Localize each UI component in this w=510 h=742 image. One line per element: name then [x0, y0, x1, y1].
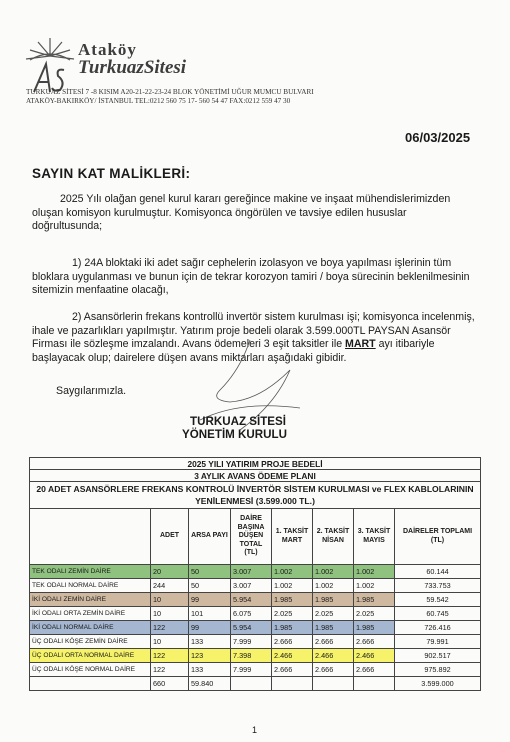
table-row [30, 635, 481, 649]
totals-row [30, 677, 481, 691]
table-cell: 2.025 [272, 607, 313, 621]
table-cell: 7.999 [231, 663, 272, 677]
table-cell: 975.892 [395, 663, 481, 677]
table-cell [231, 677, 272, 691]
paragraph-intro: 2025 Yılı olağan genel kurul kararı gereğince makine ve inşaat mühendislerimizden oluşan komisyon kurulmuştur. Komisyonca öngörülen ve tavsiye edilen hususlar doğrultusunda; [32, 193, 451, 233]
table-cell: 1.002 [272, 565, 313, 579]
table-cell: 10 [151, 607, 189, 621]
table-cell: 660 [151, 677, 189, 691]
table-cell: ÜÇ ODALI KÖŞE ZEMİN DAİRE [30, 635, 151, 649]
column-header: 3. TAKSİT MAYIS [354, 509, 395, 565]
paragraph-item-1: 1) 24A bloktaki iki adet sağır cephelerin izolasyon ve boya yapılması işlerinin tüm bloklara uygulanması ve bunun için de tekrar korozyon tamiri / boya sürecinin beklenilmesinin sitemizin menfaatine olacağı, [32, 257, 470, 297]
table-cell: 2.466 [313, 649, 354, 663]
paragraph-item-2: 2) Asansörlerin frekans kontrollü invertör sistem kurulması işi; komisyonca incelenmiş, ihale ve pazarlıkları yapılmıştır. Yatırım proje bedeli olarak 3.599.000TL PAYSAN Asansör Firması ile sözleşme imzalandı. Avans ödemeleri 3 eşit taksitler ile MART ayı itibariyle başlayacak olup; dairelere düşen avans miktarları aşağıdaki gibidir. [32, 311, 475, 364]
table-cell: 101 [189, 607, 231, 621]
table-cell: 2.466 [354, 649, 395, 663]
signature-line1: TURKUAZ SİTESİ [190, 415, 286, 428]
table-cell: TEK ODALI ZEMİN DAİRE [30, 565, 151, 579]
table-cell: İKİ ODALI NORMAL DAİRE [30, 621, 151, 635]
table-cell: 20 [151, 565, 189, 579]
column-header: DAİRELER TOPLAMI (TL) [395, 509, 481, 565]
table-cell: 122 [151, 621, 189, 635]
column-header: 1. TAKSİT MART [272, 509, 313, 565]
table-row [30, 621, 481, 635]
table-cell [313, 677, 354, 691]
table-cell: 1.002 [354, 579, 395, 593]
table-title-1: 2025 YILI YATIRIM PROJE BEDELİ [30, 458, 481, 470]
table-title-3: 20 ADET ASANSÖRLERE FREKANS KONTROLÜ İNVERTÖR SİSTEM KURULMASI ve FLEX KABLOLARININ YENİLENMESİ (3.599.000 TL.) [30, 482, 481, 509]
table-title-2: 3 AYLIK AVANS ÖDEME PLANI [30, 470, 481, 482]
table-cell: 59.840 [189, 677, 231, 691]
table-row [30, 565, 481, 579]
table-cell: 60.144 [395, 565, 481, 579]
address-line2: ATAKÖY-BAKIRKÖY/ İSTANBUL TEL:0212 560 75 17- 560 54 47 FAX:0212 559 47 30 [26, 97, 291, 105]
table-cell: İKİ ODALI ORTA ZEMİN DAİRE [30, 607, 151, 621]
table-cell: 79.991 [395, 635, 481, 649]
table-cell: 1.002 [272, 579, 313, 593]
table-cell: 2.666 [272, 663, 313, 677]
table-cell: 726.416 [395, 621, 481, 635]
table-row [30, 663, 481, 677]
table-cell: 2.666 [313, 663, 354, 677]
table-cell: 99 [189, 593, 231, 607]
table-cell: 3.599.000 [395, 677, 481, 691]
table-row [30, 579, 481, 593]
table-cell: 3.007 [231, 565, 272, 579]
table-cell: 10 [151, 593, 189, 607]
table-cell: 1.985 [313, 621, 354, 635]
ataköy-logo [20, 34, 80, 96]
address-line1: TURKUAZ SİTESİ 7 -8 KISIM A20-21-22-23-24 BLOK YÖNETİMİ UĞUR MUMCU BULVARI [26, 88, 314, 96]
table-cell: 50 [189, 565, 231, 579]
table-cell: 50 [189, 579, 231, 593]
table-cell: 1.002 [354, 565, 395, 579]
table-cell: 3.007 [231, 579, 272, 593]
table-cell: 2.666 [354, 635, 395, 649]
table-cell: 2.666 [272, 635, 313, 649]
table-cell: ÜÇ ODALI ORTA NORMAL DAİRE [30, 649, 151, 663]
column-header: 2. TAKSİT NİSAN [313, 509, 354, 565]
table-cell: 10 [151, 635, 189, 649]
table-cell: İKİ ODALI ZEMİN DAİRE [30, 593, 151, 607]
table-cell: 5.954 [231, 621, 272, 635]
table-cell: 244 [151, 579, 189, 593]
table-cell [30, 677, 151, 691]
table-cell: 2.666 [313, 635, 354, 649]
table-cell: 122 [151, 649, 189, 663]
table-row [30, 607, 481, 621]
table-cell: 6.075 [231, 607, 272, 621]
table-cell: 2.025 [354, 607, 395, 621]
table-cell: 902.517 [395, 649, 481, 663]
table-cell: 1.002 [313, 579, 354, 593]
table-cell [272, 677, 313, 691]
month-emphasis: MART [345, 338, 376, 351]
brand-name-line2: TurkuazSitesi [78, 57, 187, 78]
letter-date: 06/03/2025 [405, 130, 471, 145]
payment-plan-table [29, 457, 481, 691]
column-header: DAİRE BAŞINA DÜŞEN TOTAL (TL) [231, 509, 272, 565]
table-cell: 2.025 [313, 607, 354, 621]
column-header: ARSA PAYI [189, 509, 231, 565]
table-cell: 133 [189, 663, 231, 677]
column-header: ADET [151, 509, 189, 565]
table-cell: 1.002 [313, 565, 354, 579]
table-cell: 1.985 [272, 593, 313, 607]
table-cell: 2.666 [354, 663, 395, 677]
table-cell: 1.985 [354, 621, 395, 635]
table-cell: 60.745 [395, 607, 481, 621]
table-row [30, 649, 481, 663]
brand-name-line1: Ataköy [78, 40, 137, 59]
table-cell: TEK ODALI NORMAL DAİRE [30, 579, 151, 593]
signature-line2: YÖNETİM KURULU [182, 428, 287, 441]
page-number: 1 [252, 725, 258, 735]
table-cell: 133 [189, 635, 231, 649]
table-cell: 123 [189, 649, 231, 663]
table-cell: 5.954 [231, 593, 272, 607]
table-cell: 99 [189, 621, 231, 635]
table-cell: 59.542 [395, 593, 481, 607]
table-cell: 122 [151, 663, 189, 677]
column-header [30, 509, 151, 565]
salutation: Saygılarımızla. [56, 385, 127, 397]
table-cell [354, 677, 395, 691]
greeting: SAYIN KAT MALİKLERİ: [32, 166, 191, 181]
table-cell: 2.466 [272, 649, 313, 663]
table-cell: 733.753 [395, 579, 481, 593]
table-cell: 7.398 [231, 649, 272, 663]
table-cell: 1.985 [313, 593, 354, 607]
table-row [30, 593, 481, 607]
table-cell: 7.999 [231, 635, 272, 649]
table-cell: ÜÇ ODALI KÖŞE NORMAL DAİRE [30, 663, 151, 677]
table-cell: 1.985 [272, 621, 313, 635]
table-cell: 1.985 [354, 593, 395, 607]
